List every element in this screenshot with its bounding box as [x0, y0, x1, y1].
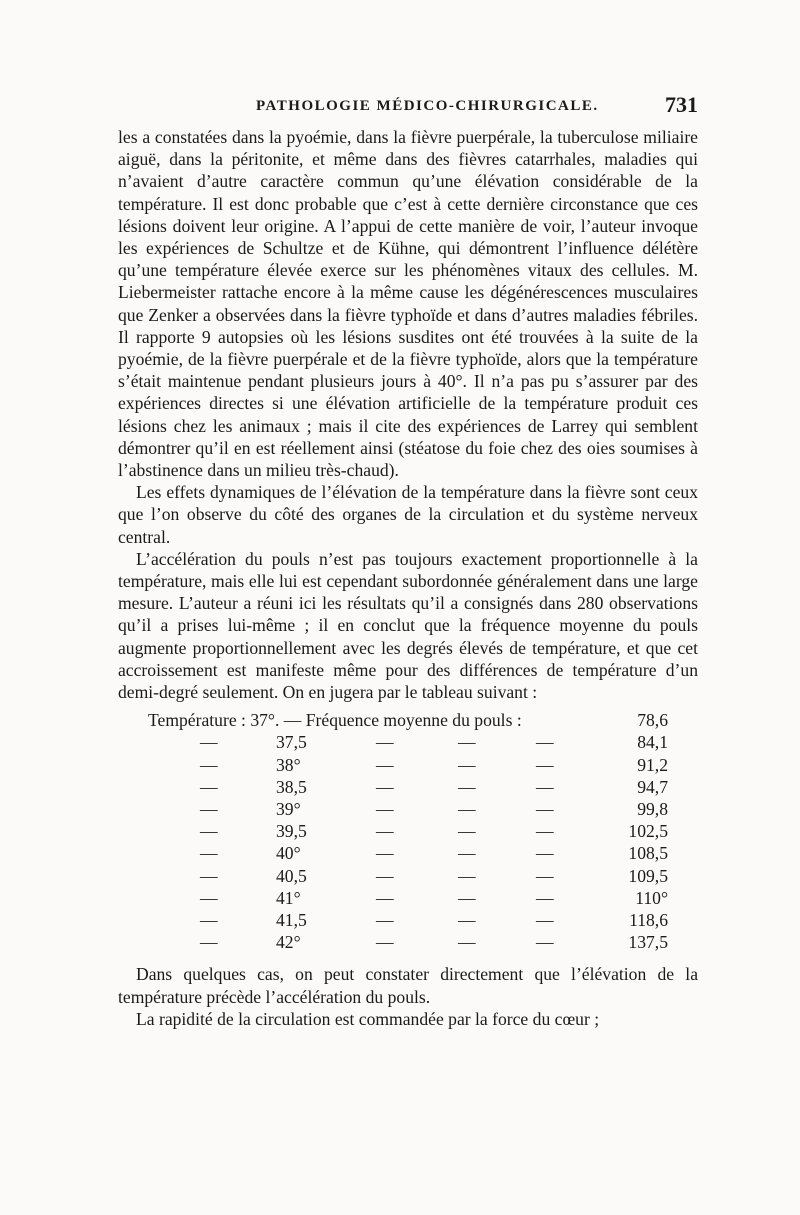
- table-temperature: 38,5: [276, 776, 307, 797]
- table-temperature: 39,5: [276, 821, 307, 842]
- table-dash: —: [458, 932, 476, 953]
- table-dash: —: [200, 932, 218, 953]
- table-header-text: Température : 37°. — Fréquence moyenne du pouls :: [148, 710, 522, 731]
- table-dash: —: [536, 843, 554, 864]
- table-pulse-value: 110°: [635, 887, 668, 908]
- paragraph-2: Les effets dynamiques de l’élévation de la température dans la fièvre sont ceux que l’on observe du côté des organes de la circulation et du système nerveux central.: [118, 482, 698, 547]
- table-dash: —: [458, 732, 476, 753]
- table-dash: —: [536, 887, 554, 908]
- table-temperature: 41,5: [276, 909, 307, 930]
- running-title: PATHOLOGIE MÉDICO-CHIRURGICALE.: [256, 98, 599, 114]
- table-dash: —: [458, 909, 476, 930]
- table-pulse-value: 137,5: [628, 932, 668, 953]
- table-dash: —: [536, 732, 554, 753]
- pulse-temperature-table: [118, 709, 698, 953]
- table-dash: —: [458, 821, 476, 842]
- table-pulse-value: 102,5: [628, 821, 668, 842]
- table-dash: —: [376, 909, 394, 930]
- table-dash: —: [458, 776, 476, 797]
- table-row: [118, 820, 698, 842]
- table-dash: —: [376, 776, 394, 797]
- table-dash: —: [376, 843, 394, 864]
- table-dash: —: [200, 821, 218, 842]
- table-pulse-value: 94,7: [637, 776, 668, 797]
- table-dash: —: [376, 799, 394, 820]
- table-row: [118, 865, 698, 887]
- table-dash: —: [536, 799, 554, 820]
- page-header: [118, 92, 698, 126]
- paragraph-4: Dans quelques cas, on peut constater directement que l’élévation de la température précède l’accélération du pouls.: [118, 964, 698, 1007]
- table-row: [118, 754, 698, 776]
- table-temperature: 40°: [276, 843, 301, 864]
- table-dash: —: [536, 932, 554, 953]
- table-pulse-value: 99,8: [637, 799, 668, 820]
- table-dash: —: [536, 865, 554, 886]
- table-dash: —: [200, 754, 218, 775]
- table-dash: —: [376, 865, 394, 886]
- table-temperature: 39°: [276, 799, 301, 820]
- table-row: [118, 776, 698, 798]
- table-row: [118, 798, 698, 820]
- table-pulse-value: 109,5: [628, 865, 668, 886]
- table-row: [118, 887, 698, 909]
- table-first-value: 78,6: [637, 710, 668, 731]
- table-dash: —: [200, 732, 218, 753]
- table-dash: —: [200, 843, 218, 864]
- table-dash: —: [376, 887, 394, 908]
- table-row: [118, 731, 698, 753]
- page-number: 731: [665, 92, 698, 117]
- paragraph-3: L’accélération du pouls n’est pas toujours exactement proportionnelle à la température, mais elle lui est cependant subordonnée généralement dans une large mesure. L’auteur a réuni ici les résultats qu’il a consignés dans 280 observations qu’il a prises lui-même ; il en conclut que la fréquence moyenne du pouls augmente proportionnellement avec les degrés élevés de température, et que cet accroissement est manifeste même pour des différences de température d’un demi-degré seulement. On en jugera par le tableau suivant :: [118, 548, 698, 703]
- table-dash: —: [536, 754, 554, 775]
- table-dash: —: [200, 776, 218, 797]
- table-temperature: 38°: [276, 754, 301, 775]
- table-dash: —: [200, 909, 218, 930]
- table-row: [118, 909, 698, 931]
- table-dash: —: [376, 754, 394, 775]
- table-temperature: 40,5: [276, 865, 307, 886]
- book-page: [118, 92, 698, 1030]
- table-dash: —: [376, 932, 394, 953]
- table-dash: —: [376, 732, 394, 753]
- table-dash: —: [458, 843, 476, 864]
- table-row: [118, 931, 698, 953]
- table-header-row: [118, 709, 698, 731]
- table-pulse-value: 108,5: [628, 843, 668, 864]
- body-text: [118, 126, 698, 703]
- table-dash: —: [200, 865, 218, 886]
- table-temperature: 42°: [276, 932, 301, 953]
- table-dash: —: [536, 821, 554, 842]
- table-pulse-value: 91,2: [637, 754, 668, 775]
- table-pulse-value: 118,6: [629, 909, 668, 930]
- table-dash: —: [536, 776, 554, 797]
- table-dash: —: [376, 821, 394, 842]
- paragraph-1: les a constatées dans la pyoémie, dans la fièvre puerpérale, la tuberculose miliaire aiguë, dans la péritonite, et même dans des fièvres catarrhales, maladies qui n’avaient d’autre caractère commun qu’une élévation considérable de la température. Il est donc probable que c’est à cette dernière circonstance que ces lésions doivent leur origine. A l’appui de cette manière de voir, l’auteur invoque les expériences de Schultze et de Kühne, qui démontrent l’influence délétère qu’une température élevée exerce sur les phénomènes vitaux des cellules. M. Liebermeister rattache encore à la même cause les dégénérescences musculaires que Zenker a observées dans la fièvre typhoïde et dans d’autres maladies fébriles. Il rapporte 9 autopsies où les lésions susdites ont été trouvées à la suite de la pyoémie, de la fièvre puerpérale et de la fièvre typhoïde, alors que la température s’était maintenue pendant plusieurs jours à 40°. Il n’a pas pu s’assurer par des expériences directes si une élévation artificielle de la température produit ces lésions chez les animaux ; mais il cite des expériences de Larrey qui semblent démontrer qu’il en est réellement ainsi (stéatose du foie chez des oies soumises à l’abstinence dans un milieu très-chaud).: [118, 127, 698, 481]
- table-dash: —: [458, 865, 476, 886]
- table-temperature: 41°: [276, 887, 301, 908]
- table-dash: —: [458, 799, 476, 820]
- body-text-after-table: [118, 963, 698, 1030]
- paragraph-5: La rapidité de la circulation est commandée par la force du cœur ;: [136, 1008, 600, 1029]
- table-dash: —: [458, 754, 476, 775]
- table-dash: —: [536, 909, 554, 930]
- table-dash: —: [200, 887, 218, 908]
- table-dash: —: [200, 799, 218, 820]
- table-temperature: 37,5: [276, 732, 307, 753]
- table-dash: —: [458, 887, 476, 908]
- table-pulse-value: 84,1: [637, 732, 668, 753]
- table-row: [118, 842, 698, 864]
